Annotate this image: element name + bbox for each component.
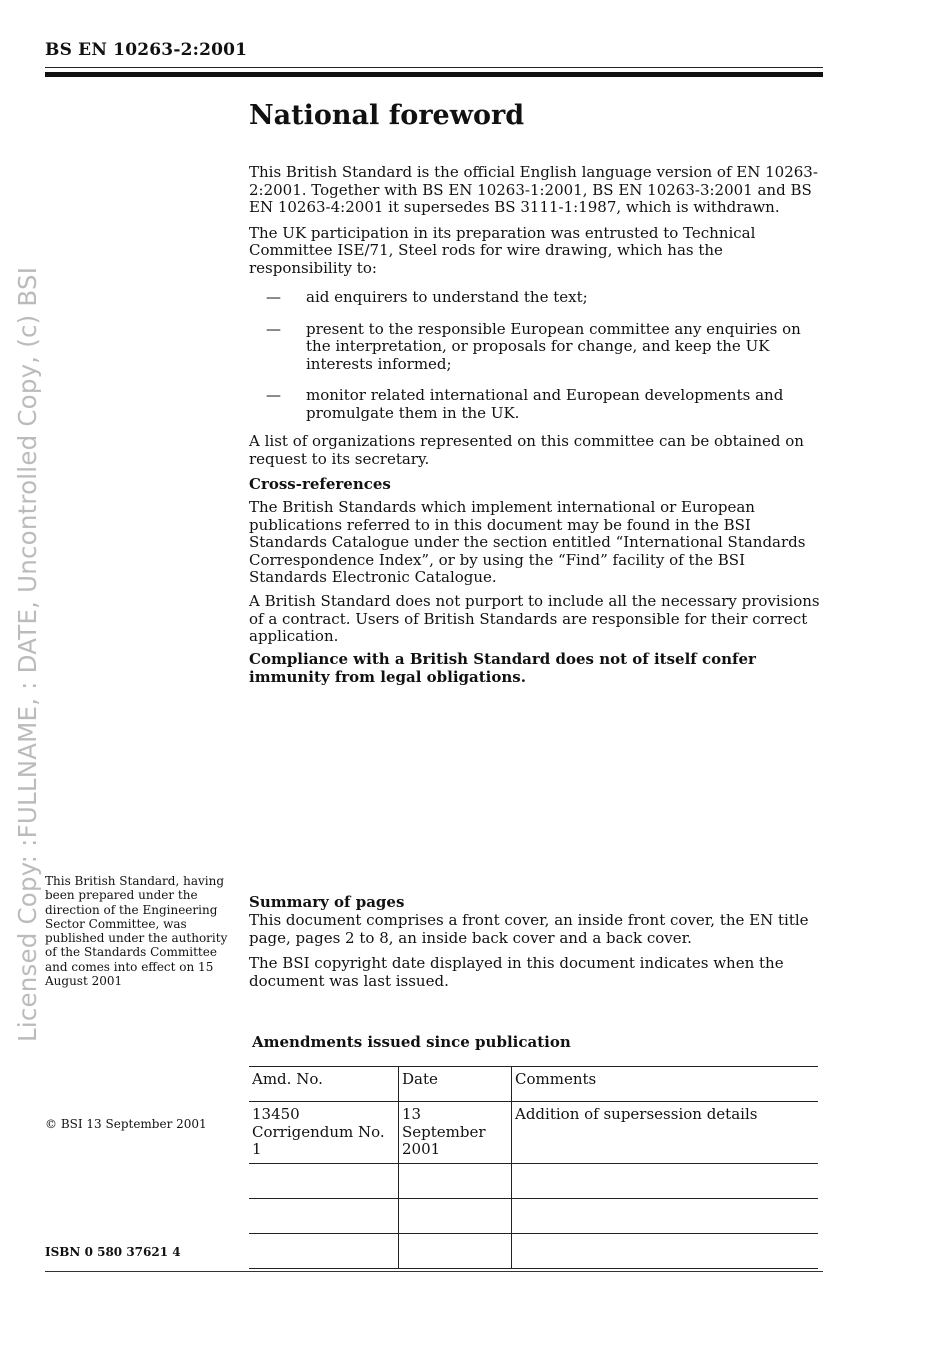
committee-note: A list of organizations represented on this committee can be obtained on request to its secretary. xyxy=(249,432,804,468)
summary-section xyxy=(249,912,827,990)
cross-references-heading: Cross-references xyxy=(249,475,391,493)
amendments-table xyxy=(249,1066,818,1269)
header-rule-thick xyxy=(45,72,823,77)
summary-heading: Summary of pages xyxy=(249,893,405,911)
dash-bullet: — xyxy=(266,319,281,338)
list-item-text: monitor related international and European developments and promulgate them in the UK. xyxy=(306,386,784,422)
amendments-heading: Amendments issued since publication xyxy=(252,1033,571,1051)
table-header-row xyxy=(249,1067,818,1102)
list-item xyxy=(266,387,826,422)
dash-bullet: — xyxy=(266,288,281,306)
responsibility-list xyxy=(266,289,826,437)
cross-references-paragraph: The British Standards which implement international or European publications referred to in this document may be found in the BSI Standards Catalogue under the section entitled “International Standards Correspondence Index”, or by using the “Find” facility of the BSI Standards Electronic Catalogue. xyxy=(249,498,806,587)
intro-paragraph-2: The UK participation in its preparation was entrusted to Technical Committee ISE/71, Steel rods for wire drawing, which has the responsibility to: xyxy=(249,223,756,277)
column-header-comments: Comments xyxy=(512,1067,819,1102)
date-cell: 13 September 2001 xyxy=(399,1102,512,1164)
comments-cell: Addition of supersession details xyxy=(512,1102,819,1164)
provisions-paragraph: A British Standard does not purport to include all the necessary provisions of a contract. Users of British Standards are responsible for their correct application. xyxy=(249,591,820,646)
table-row-empty xyxy=(249,1163,818,1198)
list-item xyxy=(266,321,826,374)
cross-references-section xyxy=(249,499,827,646)
list-item-text: aid enquirers to understand the text; xyxy=(306,288,588,306)
isbn: ISBN 0 580 37621 4 xyxy=(45,1245,181,1259)
column-header-date: Date xyxy=(399,1067,512,1102)
copyright-notice: © BSI 13 September 2001 xyxy=(45,1117,207,1131)
summary-paragraph-1: This document comprises a front cover, an inside front cover, the EN title page, pages 2 to 8, an inside back cover and a back cover. xyxy=(249,911,809,947)
amd-no-cell: 13450 Corrigendum No. 1 xyxy=(249,1102,399,1164)
page-title: National foreword xyxy=(249,100,525,131)
document-identifier: BS EN 10263-2:2001 xyxy=(45,40,248,60)
table-row-empty xyxy=(249,1233,818,1268)
sidebar-publication-note: This British Standard, having been prepared under the direction of the Engineering Sector Committee, was published under the authority of the Standards Committee and comes into effect on 15 August 2001 xyxy=(45,874,228,989)
dash-bullet: — xyxy=(266,386,281,405)
license-watermark: Licensed Copy: :FULLNAME, : DATE, Uncontrolled Copy, (c) BSI xyxy=(13,266,42,1042)
header-rule-thin xyxy=(45,67,823,68)
footer-rule xyxy=(45,1271,823,1272)
table-row xyxy=(249,1102,818,1164)
summary-paragraph-2: The BSI copyright date displayed in this document indicates when the document was last issued. xyxy=(249,954,784,990)
column-header-amd-no: Amd. No. xyxy=(249,1067,399,1102)
intro-section xyxy=(249,164,827,278)
list-item-text: present to the responsible European committee any enquiries on the interpretation, or proposals for change, and keep the UK interests informed; xyxy=(306,319,801,373)
compliance-statement: Compliance with a British Standard does not of itself confer immunity from legal obligations. xyxy=(249,650,756,686)
table-row-empty xyxy=(249,1198,818,1233)
list-item xyxy=(266,289,826,307)
intro-paragraph-1: This British Standard is the official English language version of EN 10263-2:2001. Together with BS EN 10263-1:2001, BS EN 10263-3:2001 and BS EN 10263-4:2001 it supersedes BS 3111-1:1987, which is withdrawn. xyxy=(249,163,818,217)
